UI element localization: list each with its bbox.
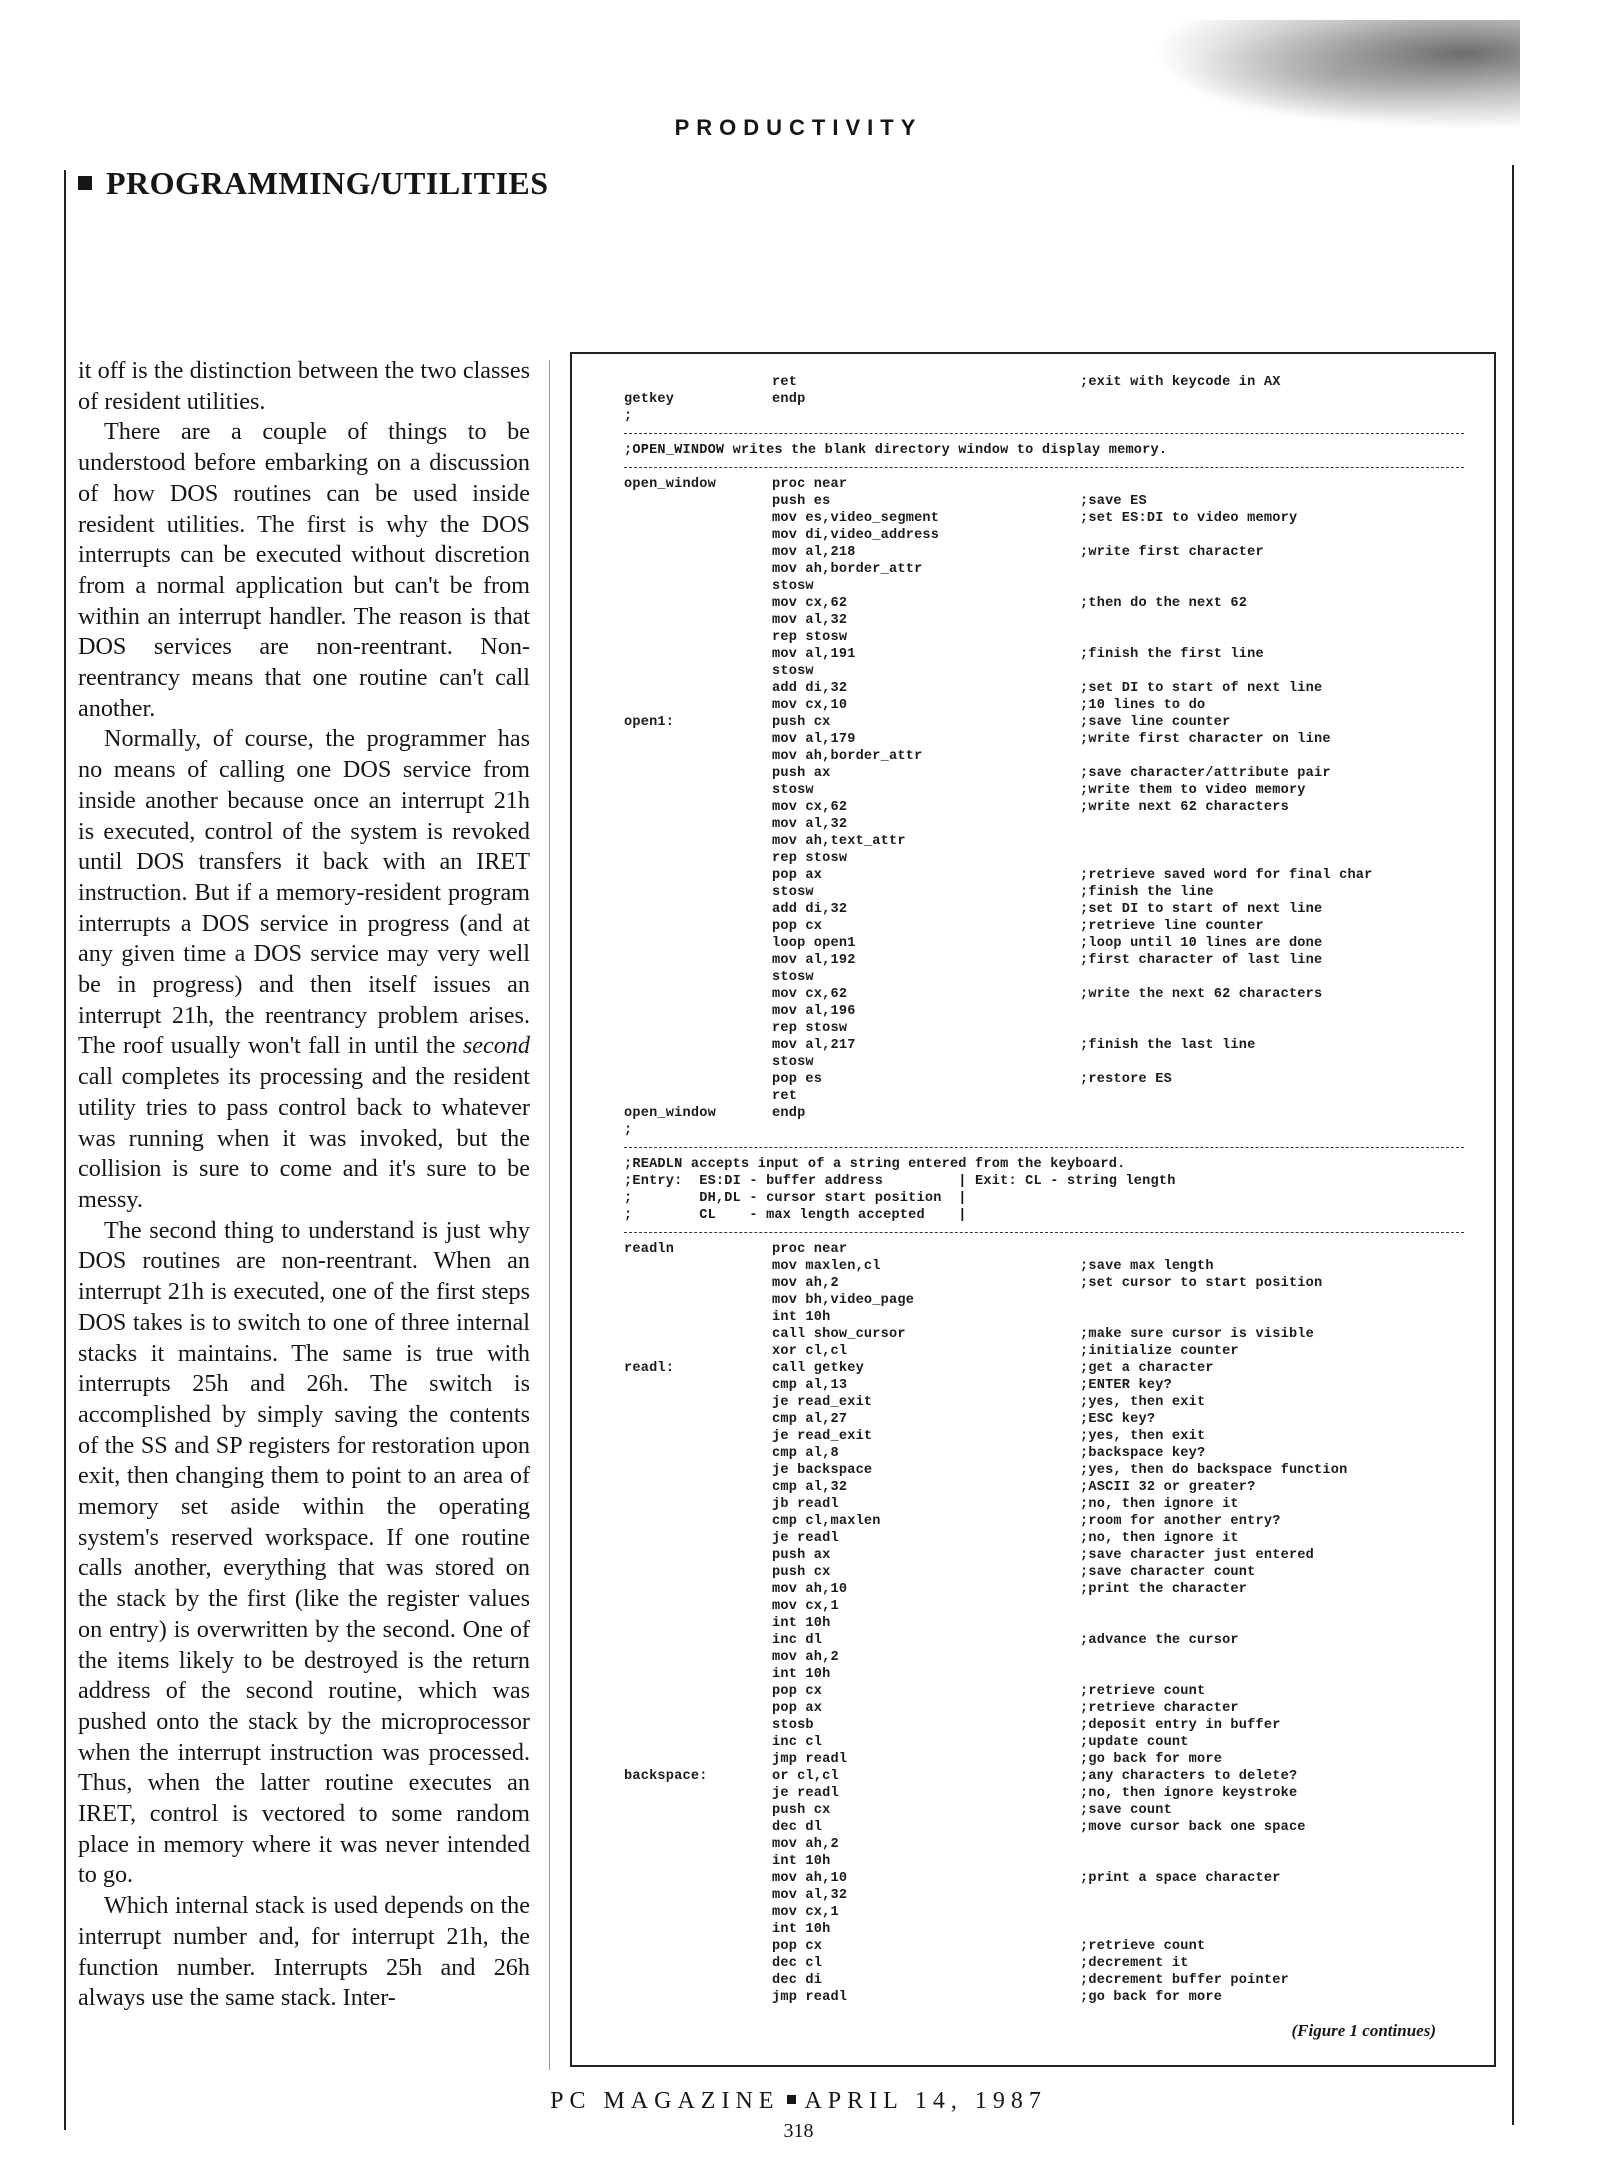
code-line (624, 1003, 1464, 1020)
code-comment: ;save count (1080, 1803, 1172, 1818)
code-comment: ;save line counter (1080, 715, 1231, 730)
code-line (624, 1394, 1464, 1411)
code-line (624, 1581, 1464, 1598)
code-line (624, 1258, 1464, 1275)
code-instruction: je readl (772, 1531, 839, 1546)
code-line (624, 1853, 1464, 1870)
code-comment-block: ; CL - max length accepted | (624, 1208, 967, 1223)
code-line (624, 612, 1464, 629)
code-instruction: dec di (772, 1973, 823, 1988)
code-line (624, 1275, 1464, 1292)
code-comment: ;no, then ignore it (1080, 1531, 1239, 1546)
code-instruction: dec cl (772, 1956, 823, 1971)
code-line (624, 442, 1464, 459)
code-line (624, 918, 1464, 935)
code-line (624, 1598, 1464, 1615)
code-comment: ;update count (1080, 1735, 1189, 1750)
code-instruction: loop open1 (772, 936, 856, 951)
article-paragraph (78, 724, 530, 1215)
code-line (624, 544, 1464, 561)
code-line (624, 1564, 1464, 1581)
code-comment: ;save ES (1080, 494, 1147, 509)
code-line (624, 1972, 1464, 1989)
code-instruction: mov ah,border_attr (772, 749, 923, 764)
code-instruction: pop ax (772, 868, 823, 883)
column-divider (549, 360, 550, 2070)
code-line (624, 816, 1464, 833)
code-line (624, 1190, 1464, 1207)
code-comment: ;write them to video memory (1080, 783, 1306, 798)
code-line (624, 595, 1464, 612)
code-comment: ;initialize counter (1080, 1344, 1239, 1359)
code-line (624, 1768, 1464, 1785)
code-instruction: call getkey (772, 1361, 864, 1376)
code-instruction: ret (772, 375, 798, 390)
dashed-rule (624, 433, 1464, 434)
code-line (624, 1870, 1464, 1887)
code-comment: ;first character of last line (1080, 953, 1323, 968)
code-instruction: cmp al,32 (772, 1480, 848, 1495)
code-comment: ;set ES:DI to video memory (1080, 511, 1298, 526)
code-line (624, 986, 1464, 1003)
code-label: backspace: (624, 1769, 708, 1784)
code-line (624, 1428, 1464, 1445)
code-comment: ;any characters to delete? (1080, 1769, 1298, 1784)
code-line (624, 646, 1464, 663)
article-emphasis: second (462, 1032, 530, 1060)
article-paragraph: There are a couple of things to be understood before embarking on a discussion of how DOS routines can be used inside resident utilities. The first is why the DOS interrupts can be executed without discretion from a normal application but can't be from within an interrupt handler. The reason is that DOS services are non-reentrant. Non-reentrancy means that one routine can't call another. (78, 418, 530, 722)
code-instruction: push cx (772, 715, 831, 730)
code-line (624, 1173, 1464, 1190)
code-line (624, 1938, 1464, 1955)
code-line (624, 629, 1464, 646)
code-instruction: proc near (772, 477, 848, 492)
code-line (624, 935, 1464, 952)
code-instruction: proc near (772, 1242, 848, 1257)
code-instruction: mov ah,2 (772, 1650, 839, 1665)
code-instruction: mov maxlen,cl (772, 1259, 881, 1274)
code-instruction: push ax (772, 766, 831, 781)
code-instruction: xor cl,cl (772, 1344, 848, 1359)
code-line (624, 748, 1464, 765)
code-separator (624, 425, 1464, 442)
code-instruction: stosw (772, 1055, 814, 1070)
code-instruction: endp (772, 1106, 806, 1121)
code-instruction: mov al,32 (772, 817, 848, 832)
code-comment: ;retrieve count (1080, 1939, 1206, 1954)
code-line (624, 578, 1464, 595)
code-instruction: stosw (772, 970, 814, 985)
code-comment: ;go back for more (1080, 1990, 1223, 2005)
page-heading (78, 165, 549, 202)
code-comment: ;ENTER key? (1080, 1378, 1172, 1393)
code-instruction: mov cx,62 (772, 800, 848, 815)
bullet-square-icon (78, 176, 92, 190)
code-instruction: ret (772, 1089, 798, 1104)
code-instruction: push ax (772, 1548, 831, 1563)
code-line (624, 374, 1464, 391)
code-instruction: je read_exit (772, 1395, 873, 1410)
code-line (624, 952, 1464, 969)
code-line (624, 1751, 1464, 1768)
code-comment: ;decrement it (1080, 1956, 1189, 1971)
code-line (624, 1615, 1464, 1632)
code-comment: ;retrieve count (1080, 1684, 1206, 1699)
code-instruction: mov cx,1 (772, 1905, 839, 1920)
code-instruction: mov al,217 (772, 1038, 856, 1053)
code-line (624, 1326, 1464, 1343)
code-comment: ;retrieve line counter (1080, 919, 1264, 934)
code-line (624, 1479, 1464, 1496)
figure-continues-note: (Figure 1 continues) (1291, 2021, 1436, 2040)
code-comment: ;ASCII 32 or greater? (1080, 1480, 1256, 1495)
code-instruction: mov al,218 (772, 545, 856, 560)
code-comment: ;finish the last line (1080, 1038, 1256, 1053)
code-separator (624, 1224, 1464, 1241)
code-line (624, 561, 1464, 578)
code-instruction: mov al,192 (772, 953, 856, 968)
heading-text: PROGRAMMING/UTILITIES (106, 165, 549, 201)
code-line (624, 1513, 1464, 1530)
code-line (624, 408, 1464, 425)
code-instruction: mov ah,2 (772, 1837, 839, 1852)
code-comment: ;restore ES (1080, 1072, 1172, 1087)
code-line (624, 1054, 1464, 1071)
code-line (624, 1037, 1464, 1054)
code-comment: ;print the character (1080, 1582, 1248, 1597)
code-instruction: mov ah,2 (772, 1276, 839, 1291)
code-line (624, 867, 1464, 884)
code-instruction: mov al,32 (772, 613, 848, 628)
code-comment: ;write the next 62 characters (1080, 987, 1323, 1002)
code-line (624, 1921, 1464, 1938)
code-comment-block: ;OPEN_WINDOW writes the blank directory window to display memory. (624, 443, 1168, 458)
section-label: PRODUCTIVITY (674, 115, 923, 140)
code-instruction: int 10h (772, 1616, 831, 1631)
code-instruction: push es (772, 494, 831, 509)
code-instruction: rep stosw (772, 851, 848, 866)
code-instruction: stosb (772, 1718, 814, 1733)
code-comment: ;write first character on line (1080, 732, 1331, 747)
code-label: open1: (624, 715, 675, 730)
code-line (624, 527, 1464, 544)
code-instruction: int 10h (772, 1922, 831, 1937)
code-comment: ;move cursor back one space (1080, 1820, 1306, 1835)
page-number: 318 (783, 2120, 814, 2142)
code-comment: ;retrieve character (1080, 1701, 1239, 1716)
code-instruction: mov ah,text_attr (772, 834, 906, 849)
code-line (624, 1020, 1464, 1037)
code-line (624, 1071, 1464, 1088)
code-line (624, 901, 1464, 918)
code-instruction: pop cx (772, 1684, 823, 1699)
footer-magazine: PC MAGAZINE (550, 2088, 780, 2114)
code-instruction: mov di,video_address (772, 528, 940, 543)
code-line (624, 1785, 1464, 1802)
scan-smudge (1150, 20, 1520, 130)
code-instruction: call show_cursor (772, 1327, 906, 1342)
code-comment: ;go back for more (1080, 1752, 1223, 1767)
code-instruction: or cl,cl (772, 1769, 839, 1784)
code-comment: ;no, then ignore keystroke (1080, 1786, 1298, 1801)
code-instruction: mov cx,62 (772, 987, 848, 1002)
code-line (624, 1411, 1464, 1428)
code-instruction: add di,32 (772, 902, 848, 917)
code-instruction: mov al,196 (772, 1004, 856, 1019)
code-instruction: mov cx,10 (772, 698, 848, 713)
code-instruction: je read_exit (772, 1429, 873, 1444)
code-instruction: push cx (772, 1803, 831, 1818)
code-line (624, 663, 1464, 680)
article-paragraph: The second thing to understand is just why DOS routines are non-reentrant. When an interrupt 21h is executed, one of the first steps DOS takes is to switch to one of three internal stacks it maintains. The same is true with interrupts 25h and 26h. The switch is accomplished by simply saving the contents of the SS and SP registers for restoration upon exit, then changing them to point to an area of memory set aside within the operating system's reserved workspace. If one routine calls another, everything that was stored on the stack by the first (like the register values on entry) is overwritten by the second. One of the items likely to be destroyed is the return address of the second routine, which was pushed onto the stack by the microprocessor when the interrupt instruction was processed. Thus, when the latter routine executes an IRET, control is vectored to some random place in memory where it was never intended to go. (78, 1216, 530, 1889)
code-comment-block: ;Entry: ES:DI - buffer address | Exit: CL - string length (624, 1174, 1176, 1189)
code-line (624, 1530, 1464, 1547)
code-line (624, 1666, 1464, 1683)
code-listing-box (570, 352, 1496, 2067)
code-line (624, 799, 1464, 816)
code-comment: ;ESC key? (1080, 1412, 1156, 1427)
code-line (624, 1122, 1464, 1139)
code-line (624, 1989, 1464, 2006)
article-text: Normally, of course, the programmer has no means of calling one DOS service from inside another because once an interrupt 21h is executed, control of the system is revoked until DOS transfers it back with an IRET instruction. But if a memory-resident program interrupts a DOS service in progress (and at any given time a DOS service may very well be in progress) and then itself issues an interrupt 21h, the reentrancy problem arises. The roof usually won't fall in until the (78, 725, 530, 1060)
code-instruction: inc cl (772, 1735, 823, 1750)
code-comment: ;room for another entry? (1080, 1514, 1281, 1529)
code-line (624, 833, 1464, 850)
dashed-rule (624, 467, 1464, 468)
code-comment: ;set DI to start of next line (1080, 902, 1323, 917)
code-line (624, 1887, 1464, 1904)
code-line (624, 714, 1464, 731)
code-comment: ;decrement buffer pointer (1080, 1973, 1289, 1988)
code-comment: ;yes, then do backspace function (1080, 1463, 1348, 1478)
code-line (624, 1734, 1464, 1751)
code-comment: ;set DI to start of next line (1080, 681, 1323, 696)
left-border-rule (64, 170, 66, 2130)
code-line (624, 1547, 1464, 1564)
article-text: call completes its processing and the resident utility tries to pass control back to whatever was running when it was invoked, but the collision is sure to come and it's sure to be messy. (78, 1063, 530, 1213)
code-comment: ;loop until 10 lines are done (1080, 936, 1323, 951)
code-comment: ;save character just entered (1080, 1548, 1315, 1563)
code-line (624, 850, 1464, 867)
code-comment: ;finish the line (1080, 885, 1214, 900)
code-comment: ;finish the first line (1080, 647, 1264, 662)
code-line (624, 1377, 1464, 1394)
code-line (624, 680, 1464, 697)
code-instruction: dec dl (772, 1820, 823, 1835)
code-instruction: stosw (772, 664, 814, 679)
article-column (78, 356, 530, 2014)
code-line (624, 1955, 1464, 1972)
code-instruction: mov cx,62 (772, 596, 848, 611)
code-line (624, 1462, 1464, 1479)
code-instruction: pop ax (772, 1701, 823, 1716)
code-instruction: push cx (772, 1565, 831, 1580)
code-line (624, 476, 1464, 493)
code-line (624, 1717, 1464, 1734)
code-instruction: je backspace (772, 1463, 873, 1478)
code-line (624, 1836, 1464, 1853)
dashed-rule (624, 1232, 1464, 1233)
code-separator (624, 1139, 1464, 1156)
code-label: readl: (624, 1361, 675, 1376)
code-comment: ;deposit entry in buffer (1080, 1718, 1281, 1733)
code-instruction: jmp readl (772, 1752, 848, 1767)
article-paragraph: Which internal stack is used depends on the interrupt number and, for interrupt 21h, the function number. Interrupts 25h and 26h always use the same stack. Inter- (78, 1892, 530, 2012)
code-instruction: endp (772, 392, 806, 407)
code-comment: ;get a character (1080, 1361, 1214, 1376)
code-comment: ;then do the next 62 (1080, 596, 1248, 611)
code-comment: ;advance the cursor (1080, 1633, 1239, 1648)
code-line (624, 765, 1464, 782)
code-comment: ;exit with keycode in AX (1080, 375, 1281, 390)
code-comment: ;write next 62 characters (1080, 800, 1289, 815)
code-line (624, 391, 1464, 408)
code-instruction: mov es,video_segment (772, 511, 940, 526)
code-instruction: cmp al,27 (772, 1412, 848, 1427)
code-line (624, 1904, 1464, 1921)
code-line (624, 1802, 1464, 1819)
code-line (624, 1343, 1464, 1360)
code-listing (624, 374, 1464, 2006)
article-paragraph: it off is the distinction between the two classes of resident utilities. (78, 357, 530, 415)
code-line (624, 969, 1464, 986)
code-separator (624, 459, 1464, 476)
code-label: ; (624, 1123, 633, 1138)
code-comment: ;print a space character (1080, 1871, 1281, 1886)
code-line (624, 1819, 1464, 1836)
code-line (624, 1309, 1464, 1326)
code-line (624, 1649, 1464, 1666)
code-line (624, 1292, 1464, 1309)
code-instruction: mov al,32 (772, 1888, 848, 1903)
code-comment: ;save character/attribute pair (1080, 766, 1331, 781)
code-line (624, 782, 1464, 799)
code-instruction: jb readl (772, 1497, 839, 1512)
code-instruction: pop es (772, 1072, 823, 1087)
footer-date: APRIL 14, 1987 (804, 2088, 1047, 2114)
code-comment: ;retrieve saved word for final char (1080, 868, 1373, 883)
code-line (624, 1496, 1464, 1513)
code-line (624, 884, 1464, 901)
code-label: open_window (624, 477, 716, 492)
code-instruction: mov cx,1 (772, 1599, 839, 1614)
code-instruction: mov al,179 (772, 732, 856, 747)
code-label: getkey (624, 392, 675, 407)
code-comment: ;yes, then exit (1080, 1395, 1206, 1410)
code-label: readln (624, 1242, 675, 1257)
code-comment: ;write first character (1080, 545, 1264, 560)
code-instruction: pop cx (772, 919, 823, 934)
code-line (624, 1360, 1464, 1377)
code-comment-block: ;READLN accepts input of a string entered from the keyboard. (624, 1157, 1126, 1172)
code-comment: ;10 lines to do (1080, 698, 1206, 713)
code-instruction: cmp al,13 (772, 1378, 848, 1393)
code-line (624, 1241, 1464, 1258)
code-comment: ;backspace key? (1080, 1446, 1206, 1461)
code-line (624, 493, 1464, 510)
code-instruction: int 10h (772, 1854, 831, 1869)
code-instruction: cmp al,8 (772, 1446, 839, 1461)
code-comment: ;make sure cursor is visible (1080, 1327, 1315, 1342)
code-comment: ;set cursor to start position (1080, 1276, 1323, 1291)
code-line (624, 1445, 1464, 1462)
code-comment: ;save max length (1080, 1259, 1214, 1274)
code-line (624, 1700, 1464, 1717)
code-comment: ;save character count (1080, 1565, 1256, 1580)
code-label: open_window (624, 1106, 716, 1121)
page-footer (0, 2088, 1597, 2115)
code-instruction: add di,32 (772, 681, 848, 696)
code-instruction: jmp readl (772, 1990, 848, 2005)
dashed-rule (624, 1147, 1464, 1148)
code-label: ; (624, 409, 633, 424)
code-instruction: je readl (772, 1786, 839, 1801)
code-comment: ;yes, then exit (1080, 1429, 1206, 1444)
code-line (624, 697, 1464, 714)
code-line (624, 1207, 1464, 1224)
code-line (624, 1105, 1464, 1122)
code-line (624, 510, 1464, 527)
code-instruction: mov ah,border_attr (772, 562, 923, 577)
footer-bullet-icon (787, 2095, 796, 2104)
code-line (624, 1683, 1464, 1700)
code-line (624, 1088, 1464, 1105)
code-instruction: inc dl (772, 1633, 823, 1648)
code-instruction: rep stosw (772, 630, 848, 645)
code-comment: ;no, then ignore it (1080, 1497, 1239, 1512)
code-line (624, 1632, 1464, 1649)
code-instruction: pop cx (772, 1939, 823, 1954)
code-instruction: int 10h (772, 1667, 831, 1682)
right-border-rule (1512, 165, 1514, 2125)
code-instruction: mov al,191 (772, 647, 856, 662)
code-line (624, 731, 1464, 748)
code-instruction: stosw (772, 579, 814, 594)
code-instruction: mov ah,10 (772, 1871, 848, 1886)
code-instruction: mov bh,video_page (772, 1293, 915, 1308)
code-instruction: stosw (772, 783, 814, 798)
code-instruction: rep stosw (772, 1021, 848, 1036)
code-instruction: int 10h (772, 1310, 831, 1325)
code-instruction: cmp cl,maxlen (772, 1514, 881, 1529)
code-line (624, 1156, 1464, 1173)
code-instruction: mov ah,10 (772, 1582, 848, 1597)
code-comment-block: ; DH,DL - cursor start position | (624, 1191, 967, 1206)
code-instruction: stosw (772, 885, 814, 900)
